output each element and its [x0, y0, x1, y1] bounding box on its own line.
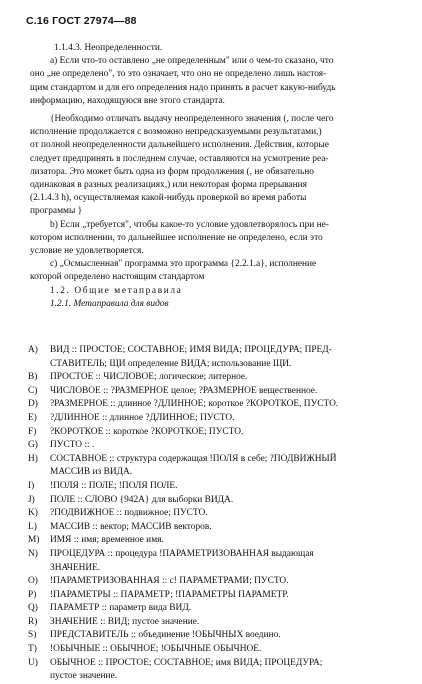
text-line: щим стандартом и для его определения надо принять в расчет какую-нибудь	[30, 82, 336, 93]
paragraph-c	[30, 258, 398, 284]
section-heading-1-2: 1.2. Общие метаправила	[50, 285, 183, 296]
rule-text: ЗНАЧЕНИЕ.	[50, 562, 101, 573]
rule-label: Q)	[28, 603, 38, 614]
text-line: которой определено настоящим стандартом	[30, 272, 205, 283]
rule-label: O)	[28, 576, 38, 587]
paragraph-a	[30, 55, 398, 108]
intro-section	[30, 42, 398, 311]
rule-text: ?ПОДВИЖНОЕ :: подвижное; ПУСТО.	[50, 508, 208, 519]
rule-C	[30, 385, 402, 399]
page-header: С.16 ГОСТ 27974—88	[26, 15, 137, 27]
rule-L	[30, 521, 402, 535]
rule-H	[30, 453, 402, 480]
paragraph-note	[30, 113, 398, 219]
rule-text: ЧИСЛОВОЕ :: ?РАЗМЕРНОЕ целое; ?РАЗМЕРНОЕ вещественное.	[50, 385, 318, 396]
rule-A	[30, 344, 402, 371]
text-line: оно „не определено", то это означает, что оно не определено лишь настоя-	[30, 69, 327, 80]
rule-text: !ПОЛЯ :: ПОЛЕ; !ПОЛЯ ПОЛЕ.	[50, 480, 178, 491]
rule-F	[30, 426, 402, 440]
rule-text: СТАВИТЕЛЬ; ЩИ определение ВИДА; использование ЩИ.	[50, 358, 292, 369]
rule-D	[30, 398, 402, 412]
text-line: {Необходимо отличать выдачу неопределенного значения (, после чего	[50, 114, 334, 125]
subsection-heading-1-2-1: 1.2.1. Метаправила для видов	[50, 298, 169, 309]
rule-text: ЗНАЧЕНИЕ :: ВИД; пустое значение.	[50, 616, 200, 627]
rule-text: ПОЛЕ :: СЛОВО {942A} для выборки ВИДА.	[50, 494, 234, 505]
rule-label: R)	[28, 616, 38, 627]
rule-B	[30, 371, 402, 385]
rule-label: U)	[28, 657, 38, 668]
rule-text: ПРОЦЕДУРА :: процедура !ПАРАМЕТРИЗОВАННАЯ выдающая	[50, 548, 314, 559]
paragraph-b	[30, 219, 398, 259]
rule-I	[30, 480, 402, 494]
rule-label: D)	[28, 399, 38, 410]
rule-label: I)	[28, 480, 35, 491]
rule-text: !ОБЫЧНЫЕ :: ОБЫЧНОЕ; !ОБЫЧНЫЕ ОБЫЧНОЕ.	[50, 644, 262, 655]
rule-text: ПУСТО :: .	[50, 440, 95, 451]
rule-label: E)	[28, 412, 37, 423]
rule-R	[30, 616, 402, 630]
rule-text: ?РАЗМЕРНОЕ :: длинное ?ДЛИННОЕ; короткое ?КОРОТКОЕ, ПУСТО.	[50, 399, 339, 410]
rule-text: ПАРАМЕТР :: параметр вида ВИД.	[50, 603, 192, 614]
text-line: программы }	[30, 206, 83, 217]
rule-E	[30, 412, 402, 426]
rule-label: L)	[28, 521, 37, 532]
rule-text: ВИД :: ПРОСТОЕ; СОСТАВНОЕ; ИМЯ ВИДА; ПРОЦЕДУРА; ПРЕД-	[50, 345, 332, 355]
rule-N	[30, 548, 402, 575]
text-line: следует предпринять в последнем случае, оставляются на усмотрение реа-	[30, 153, 329, 164]
rule-label: K)	[28, 508, 38, 519]
rule-J	[30, 494, 402, 508]
rule-text: ОБЫЧНОЕ :: ПРОСТОЕ; СОСТАВНОЕ; имя ВИДА; ПРОЦЕДУРА;	[50, 657, 323, 668]
rule-label: C)	[28, 385, 38, 396]
rule-K	[30, 507, 402, 521]
rule-text: ?ДЛИННОЕ :: длинное ?ДЛИННОЕ; ПУСТО.	[50, 412, 235, 423]
rule-text: ?КОРОТКОЕ :: короткое ?КОРОТКОЕ; ПУСТО.	[50, 426, 244, 437]
metarules-list	[30, 344, 402, 684]
rule-label: H)	[28, 453, 38, 464]
text-line: а) Если что-то оставлено „не определенным" или о чем-то сказано, что	[50, 56, 334, 67]
rule-label: T)	[28, 644, 37, 655]
rule-S	[30, 629, 402, 643]
text-line: информацию, находящуюся вне этого стандарта.	[30, 95, 225, 106]
rule-Q	[30, 602, 402, 616]
rule-text: !ПАРАМЕТРЫ :: ПАРАМЕТР; !ПАРАМЕТРЫ ПАРАМЕТР.	[50, 589, 289, 600]
text-line: условие не удовлетворяется.	[30, 246, 144, 257]
rule-U	[30, 657, 402, 684]
text-line: от полной неопределенности дальнейшего исполнения. Действия, которые	[30, 140, 329, 151]
text-line: c) „Осмысленная" программа это программа {2.2.1.a}, исполнение	[50, 259, 317, 270]
rule-text: ПРЕДСТАВИТЕЛЬ :: объединение !ОБЫЧНЫХ воедино.	[50, 630, 281, 641]
text-line: (2.1.4.3 h), осуществляемая какой-нибудь проверкой во время работы	[30, 193, 307, 204]
rule-text: ПРОСТОЕ :: ЧИСЛОВОЕ; логическое; литерное.	[50, 372, 248, 383]
rule-label: G)	[28, 440, 38, 451]
rule-text: МАССИВ :: вектор; МАССИВ векторов.	[50, 521, 212, 532]
rule-text: !ПАРАМЕТРИЗОВАННАЯ :: с! ПАРАМЕТРАМИ; ПУСТО.	[50, 576, 289, 587]
rule-label: N)	[28, 548, 38, 559]
text-line: b) Если „требуется", чтобы какое-то условие удовлетворялось при не-	[50, 219, 329, 230]
rule-M	[30, 534, 402, 548]
rule-label: M)	[28, 535, 40, 546]
rule-O	[30, 575, 402, 589]
rule-text: МАССИВ из ВИДА.	[50, 467, 133, 478]
text-line: котором исполнении, то дальнейшее исполнение не определено, если это	[30, 232, 323, 243]
rule-G	[30, 439, 402, 453]
text-line: исполнение продолжается с возможно непредсказуемыми результатами,)	[30, 127, 322, 138]
text-line: одинаковая в разных реализациях,) или некоторая форма прерывания	[30, 180, 307, 191]
rule-label: J)	[28, 494, 35, 505]
rule-text: пустое значение.	[50, 671, 118, 682]
rule-label: F)	[28, 426, 37, 437]
rule-text: СОСТАВНОЕ :: структура содержащая !ПОЛЯ в себе; ?ПОДВИЖНЫЙ	[50, 453, 337, 464]
rule-label: A)	[28, 345, 38, 355]
section-heading-1-1-4-3: 1.1.4.3. Неопределенности.	[54, 43, 163, 53]
text-line: лизатора. Это может быть одна из форм продолжения (, не обязательно	[30, 166, 314, 177]
rule-label: B)	[28, 372, 38, 383]
rule-T	[30, 643, 402, 657]
rule-label: S)	[28, 630, 37, 641]
rule-P	[30, 589, 402, 603]
rule-text: ИМЯ :: имя; временное имя.	[50, 535, 164, 546]
rule-label: P)	[28, 589, 37, 600]
